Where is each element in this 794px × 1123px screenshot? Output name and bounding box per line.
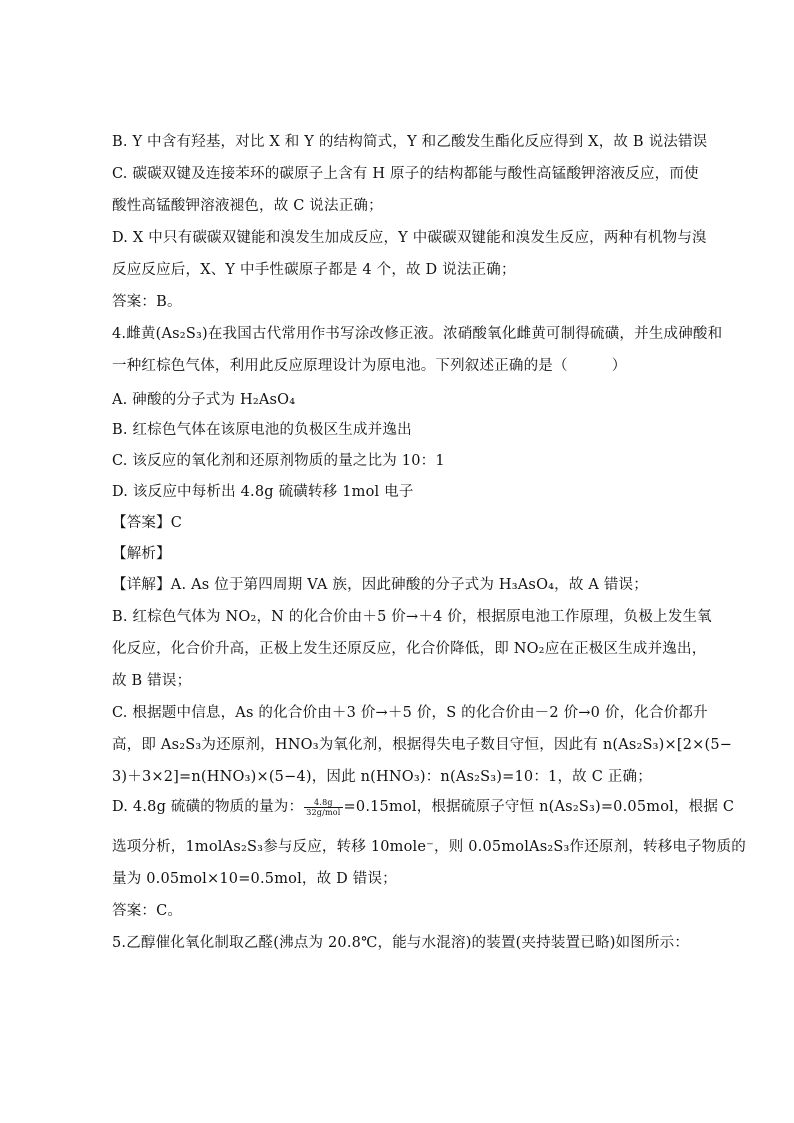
explanation-line-with-fraction [112,795,734,817]
answer-line: 答案：C。 [112,903,183,919]
option-a: A. 砷酸的分子式为 H₂AsO₄ [112,392,296,408]
explanation-line: 故 B 错误； [112,673,192,689]
fraction-numerator: 4.8g [304,798,342,808]
explanation-line: 3)＋3×2]=n(HNO₃)×(5−4)，因此 n(HNO₃)：n(As₂S₃)=10：1，故 C 正确； [112,769,652,785]
line-suffix: =0.15mol，根据硫原子守恒 n(As₂S₃)=0.05mol，根据 C [343,799,735,815]
answer-heading: 【答案】C [112,515,183,531]
option-b: B. 红棕色气体在该原电池的负极区生成并逸出 [112,422,412,438]
explanation-line: 量为 0.05mol×10=0.5mol，故 D 错误； [112,871,397,887]
explanation-line: 选项分析，1molAs₂S₃参与反应，转移 10mole⁻，则 0.05molAs₂S₃作还原剂，转移电子物质的 [112,839,746,855]
explanation-line: B. 红棕色气体为 NO₂，N 的化合价由＋5 价→＋4 价，根据原电池工作原理，负极上发生氧 [112,609,712,625]
line-prefix: D. 4.8g 硫磺的物质的量为： [112,799,304,815]
text-line: 酸性高锰酸钾溶液褪色，故 C 说法正确； [112,198,383,214]
text-line: C. 碳碳双键及连接苯环的碳原子上含有 H 原子的结构都能与酸性高锰酸钾溶液反应，而使 [112,166,699,182]
option-c: C. 该反应的氧化剂和还原剂物质的量之比为 10：1 [112,453,445,469]
fraction [304,798,342,817]
explanation-line: C. 根据题中信息，As 的化合价由＋3 价→＋5 价，S 的化合价由－2 价→0 价，化合价都升 [112,705,708,721]
explanation-line: 化反应，化合价升高，正极上发生还原反应，化合价降低，即 NO₂应在正极区生成并逸出， [112,641,707,657]
question-5-stem: 5.乙醇催化氧化制取乙醛(沸点为 20.8℃，能与水混溶)的装置(夹持装置已略)如图所示： [112,935,690,951]
text-line: 反应反应后，X、Y 中手性碳原子都是 4 个，故 D 说法正确； [112,262,516,278]
answer-line: 答案：B。 [112,294,182,310]
option-d: D. 该反应中每析出 4.8g 硫磺转移 1mol 电子 [112,484,414,500]
fraction-denominator: 32g/mol [306,807,341,817]
analysis-heading: 【解析】 [112,546,171,562]
question-4-stem-cont: 一种红棕色气体，利用此反应原理设计为原电池。下列叙述正确的是（ ） [112,358,627,374]
text-line: B. Y 中含有羟基，对比 X 和 Y 的结构简式，Y 和乙酸发生酯化反应得到 X，故 B 说法错误 [112,134,708,150]
question-4-stem: 4.雌黄(As₂S₃)在我国古代常用作书写涂改修正液。浓硝酸氧化雌黄可制得硫磺，并生成砷酸和 [112,326,723,342]
text-line: D. X 中只有碳碳双键能和溴发生加成反应，Y 中碳碳双键能和溴发生反应，两种有机物与溴 [112,230,707,246]
explanation-line: 【详解】A. As 位于第四周期 VA 族，因此砷酸的分子式为 H₃AsO₄，故 A 错误； [112,577,648,593]
explanation-line: 高，即 As₂S₃为还原剂，HNO₃为氧化剂，根据得失电子数目守恒，因此有 n(As₂S₃)×[2×(5− [112,737,733,753]
